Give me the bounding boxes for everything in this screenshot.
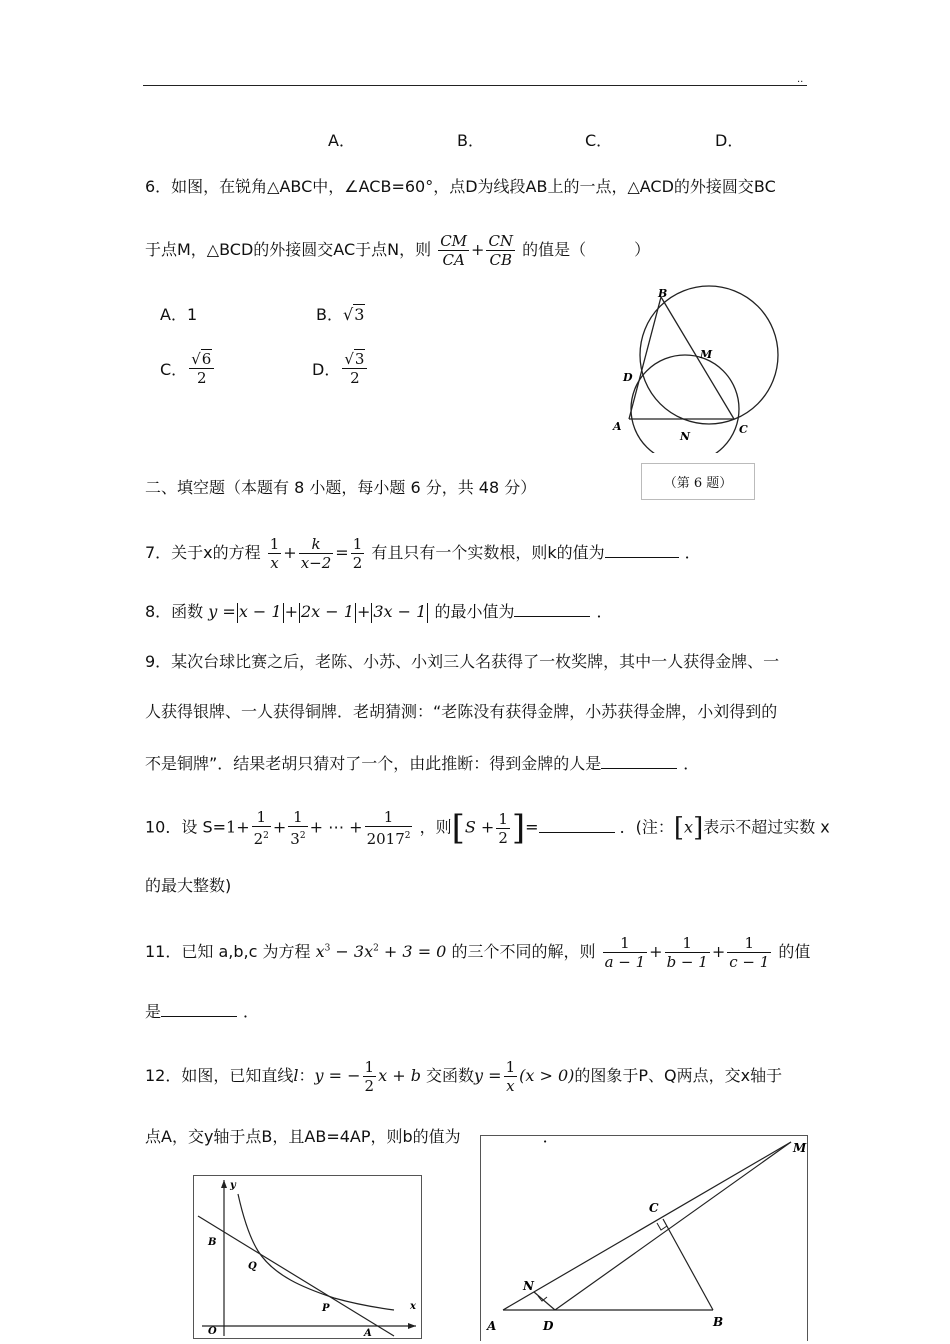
q10-term-last: $\frac{1}{2017^2}$ xyxy=(366,808,411,848)
q6-figure xyxy=(605,283,790,453)
q11-frac-a: $\frac{1}{a - 1}$ xyxy=(604,934,646,971)
q9-line2: 人获得银牌、一人获得铜牌．老胡猜测：“老陈没有获得金牌，小苏获得金牌，小刘得到的 xyxy=(145,702,778,721)
q6-label-d: D xyxy=(623,371,633,384)
prev-option-d: D． xyxy=(715,131,744,150)
q10-term-1: $\frac{1}{2^2}$ xyxy=(253,808,269,848)
q12-graph-label-o: O xyxy=(208,1326,217,1337)
q7-line: 7．关于x的方程 $\frac{1}{x}$ + $\frac{k}{x-2}$ = $\frac{1}{2}$ 有且只有一个实数根，则k的值为 ． xyxy=(145,535,701,572)
q6-line2 xyxy=(145,232,650,269)
q12-graph-label-a: A xyxy=(364,1328,372,1339)
fig2-label-d: D xyxy=(543,1319,554,1333)
q11-answer-blank[interactable] xyxy=(161,998,237,1017)
q6-option-c: C． $\frac{√6}{2}$ xyxy=(160,350,216,387)
q6-label-n: N xyxy=(680,430,691,443)
q7-answer-blank[interactable] xyxy=(605,539,679,558)
q12-graph-label-q: Q xyxy=(248,1261,257,1272)
q6-frac-cn-cb: $\frac{CN}{CB}$ xyxy=(488,232,514,269)
q12-line2: 点A，交y轴于点B，且AB=4AP，则b的值为 ． xyxy=(145,1123,559,1149)
q10-line2: 的最大整数) xyxy=(145,876,232,895)
q6-label-m: M xyxy=(700,348,713,361)
q6-option-d: D． $\frac{√3}{2}$ xyxy=(312,350,369,387)
q6-plus: + xyxy=(471,240,485,259)
q6-label-b: B xyxy=(658,287,668,300)
prev-option-c: C． xyxy=(585,131,613,150)
q10-line1: 10．设 S=1+ $\frac{1}{2^2}$ + $\frac{1}{3^2}$ + ⋯ + $\frac{1}{2017^2}$ ，则[S + $\frac{1}{2}$ ]= ．(注：[x]表示不超过实数 x xyxy=(145,808,830,848)
prev-option-b: B． xyxy=(457,131,484,150)
q11-line2: 是 ． xyxy=(145,998,259,1024)
section2-title: 二、填空题（本题有 8 小题，每小题 6 分，共 48 分） xyxy=(145,478,537,497)
fig2-label-a: A xyxy=(487,1319,497,1333)
q9-line3: 不是铜牌”．结果老胡只猜对了一个，由此推断：得到金牌的人是 ． xyxy=(145,750,699,776)
q12-line1: 12．如图，已知直线l：y = − $\frac{1}{2}$ x + b 交函数y = $\frac{1}{x}$ (x > 0)的图象于P、Q两点，交x轴于 xyxy=(145,1058,783,1095)
q6-option-b-sqrt: √3 xyxy=(342,305,365,324)
q12-graph xyxy=(193,1175,422,1339)
q11-frac-c: $\frac{1}{c - 1}$ xyxy=(729,934,770,971)
prev-option-a: A． xyxy=(328,131,355,150)
q11-line1: 11．已知 a,b,c 为方程 $x^3 - 3x^2 + 3 = 0$ 的三个不同的解，则 $\frac{1}{a - 1}$ + $\frac{1}{b - 1}$ + $\frac{1}{c - 1}$ 的值 xyxy=(145,934,811,971)
triangle-figure xyxy=(480,1135,808,1341)
q7-frac-half: $\frac{1}{2}$ xyxy=(352,535,363,572)
q6-frac-cm-ca: $\frac{CM}{CA}$ xyxy=(440,232,468,269)
q9-answer-blank[interactable] xyxy=(601,750,677,769)
fig2-label-c: C xyxy=(649,1201,659,1215)
q6-line1: 6．如图，在锐角△ABC中，∠ACB=60°，点D为线段AB上的一点，△ACD的外接圆交BC xyxy=(145,177,776,196)
q12-graph-label-x: x xyxy=(410,1301,416,1312)
q12-graph-label-p: P xyxy=(322,1303,330,1314)
q6-line2-post: 的值是（ ） xyxy=(522,240,651,259)
q7-frac-k: $\frac{k}{x-2}$ xyxy=(300,535,332,572)
q6-label-c: C xyxy=(739,423,748,436)
q6-caption: （第 6 题） xyxy=(641,463,755,500)
q12-graph-label-b: B xyxy=(208,1237,217,1248)
q6-label-a: A xyxy=(613,420,622,433)
q8-answer-blank[interactable] xyxy=(514,598,590,617)
q9-line1: 9．某次台球比赛之后，老陈、小苏、小刘三人名获得了一枚奖牌，其中一人获得金牌、一 xyxy=(145,652,780,671)
fig2-label-n: N xyxy=(523,1279,534,1293)
q6-option-a: A．1 xyxy=(160,305,198,324)
q7-frac-1-x: $\frac{1}{x}$ xyxy=(269,535,280,572)
fig2-label-b: B xyxy=(713,1315,724,1329)
q8-line: 8．函数 y = x − 1 + 2x − 1 + 3x − 1 的最小值为 ． xyxy=(145,598,612,624)
q6-option-b: B．√3 xyxy=(316,305,365,324)
q12-graph-label-y: y xyxy=(230,1180,236,1191)
header-rule xyxy=(143,85,807,86)
q6-line2-pre: 于点M，△BCD的外接圆交AC于点N，则 xyxy=(145,240,432,259)
q11-frac-b: $\frac{1}{b - 1}$ xyxy=(666,934,708,971)
header-mark: .. xyxy=(797,74,804,85)
q10-term-2: $\frac{1}{3^2}$ xyxy=(290,808,306,848)
fig2-label-m: M xyxy=(793,1141,807,1155)
q10-answer-blank[interactable] xyxy=(539,814,615,833)
